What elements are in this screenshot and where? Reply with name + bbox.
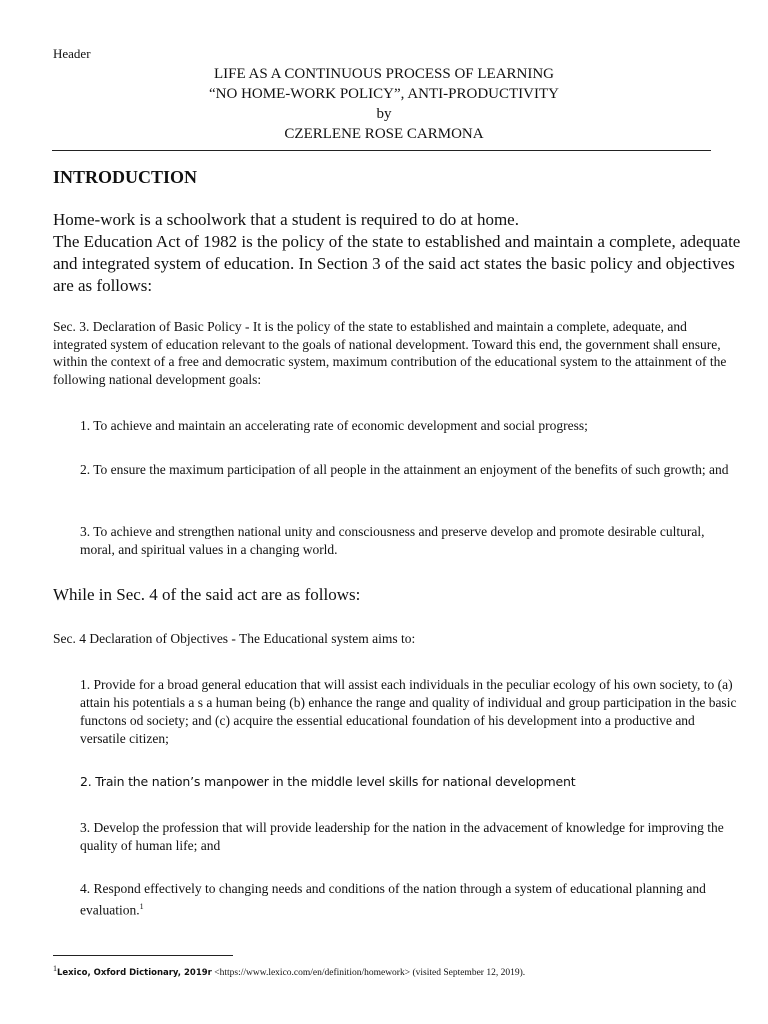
title-block — [0, 64, 768, 144]
header-divider — [52, 150, 711, 151]
intro-text — [53, 209, 743, 297]
title-line-2: “NO HOME-WORK POLICY”, ANTI-PRODUCTIVITY — [209, 86, 559, 102]
sec4-item-2: 2. Train the nation’s manpower in the middle level skills for national development — [80, 774, 576, 789]
sec3-paragraph: Sec. 3. Declaration of Basic Policy - It is the policy of the state to established and maintain a complete, adequate, and integrated system of education relevant to the goals of national development. Toward this end, the government shall ensure, within the context of a free and democratic system, maximum contribution of the educational system to the attainment of the following national development goals: — [53, 319, 727, 387]
title-line-3: by — [376, 106, 392, 122]
sec4-item-1: 1. Provide for a broad general education that will assist each individuals in the peculiar ecology of his own society, to (a) attain his potentials a s a human being (b) enhance the range and quality of individual and group participation in the basic functons od society; and (c) acquire the essential educational foundation of his development into a productive and versatile citizen; — [80, 677, 737, 746]
intro-paragraph-1: Home-work is a schoolwork that a student is required to do at home. — [53, 210, 519, 229]
footnote-divider — [53, 955, 233, 956]
author-name: CZERLENE ROSE CARMONA — [284, 126, 484, 142]
footnote-marker: 1 — [53, 964, 57, 973]
sec4-paragraph: Sec. 4 Declaration of Objectives - The Educational system aims to: — [53, 631, 416, 646]
page-header: Header — [53, 46, 91, 61]
intro-paragraph-2: The Education Act of 1982 is the policy of the state to established and maintain a complete, adequate and integrated system of education. In Section 3 of the said act states the basic policy and objectives are as follows: — [53, 232, 741, 295]
sec3-item-2: 2. To ensure the maximum participation of all people in the attainment an enjoyment of the benefits of such growth; and — [80, 462, 729, 477]
sec4-lead: While in Sec. 4 of the said act are as follows: — [53, 585, 361, 604]
sec4-item-3: 3. Develop the profession that will provide leadership for the nation in the advacement of knowledge for improving the quality of human life; and — [80, 820, 724, 853]
footnote-text: <https://www.lexico.com/en/definition/homework> (visited September 12, 2019). — [211, 968, 526, 979]
title-line-1: LIFE AS A CONTINUOUS PROCESS OF LEARNING — [213, 66, 555, 82]
section-heading: INTRODUCTION — [53, 167, 198, 187]
sec3-item-3: 3. To achieve and strengthen national unity and consciousness and preserve develop and promote desirable cultural, moral, and spiritual values in a changing world. — [80, 524, 705, 557]
footnote-reference: 1 — [139, 902, 144, 911]
sec4-item-4-text: 4. Respond effectively to changing needs and conditions of the nation through a system of educational planning and evaluation. — [80, 881, 706, 918]
footnote — [53, 964, 525, 978]
footnote-source: Lexico, Oxford Dictionary, 2019r — [57, 968, 212, 979]
sec3-item-1: 1. To achieve and maintain an accelerating rate of economic development and social progress; — [80, 418, 588, 433]
sec4-item-4 — [80, 880, 740, 920]
